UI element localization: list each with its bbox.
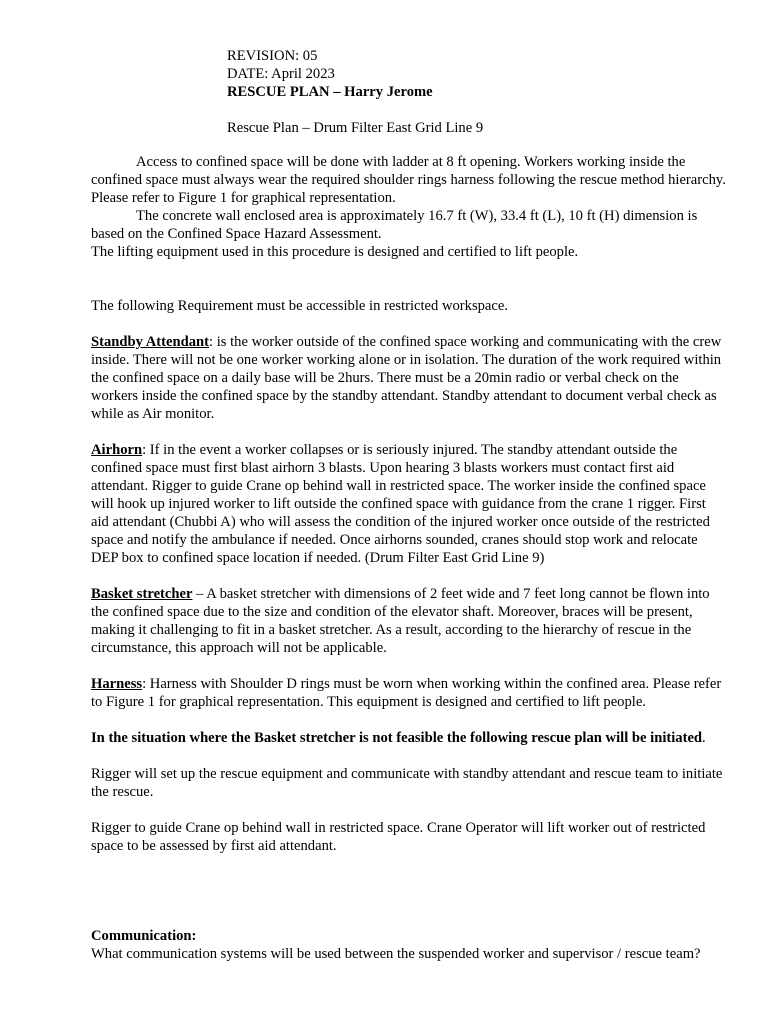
basket-stretcher-section	[91, 585, 727, 657]
document-title	[227, 83, 727, 101]
intro-paragraph-3: The lifting equipment used in this procedure is designed and certified to lift people.	[91, 244, 579, 260]
spacer	[91, 801, 727, 819]
spacer	[91, 279, 727, 297]
requirements-intro: The following Requirement must be accessible in restricted workspace.	[91, 298, 509, 314]
situation-statement	[91, 729, 727, 747]
document-title-text: RESCUE PLAN – Harry Jerome	[227, 84, 433, 100]
airhorn-term: Airhorn	[91, 442, 143, 458]
standby-attendant-section	[91, 333, 727, 423]
spacer	[91, 315, 727, 333]
spacer	[91, 747, 727, 765]
rigger-setup-paragraph: Rigger will set up the rescue equipment and communicate with standby attendant and rescue team to initiate the rescue.	[91, 766, 723, 800]
spacer	[227, 101, 727, 119]
intro-paragraph-1: Access to confined space will be done with ladder at 8 ft opening. Workers working inside the confined space must always wear the required shoulder rings harness following the rescue method hierarchy. Please refer to Figure 1 for graphical representation.	[91, 154, 726, 206]
communication-heading	[91, 927, 727, 945]
spacer	[91, 855, 727, 927]
spacer	[91, 711, 727, 729]
document-body	[91, 153, 727, 963]
basket-stretcher-text: – A basket stretcher with dimensions of 2 feet wide and 7 feet long cannot be flown into the confined space due to the size and condition of the elevator shaft. Moreover, braces will be present, making it challenging to fit in a basket stretcher. As a result, according to the hierarchy of rescue in the circumstance, this approach will not be applicable.	[91, 586, 710, 656]
spacer	[91, 423, 727, 441]
spacer	[91, 261, 727, 279]
airhorn-section	[91, 441, 727, 567]
intro-paragraph-2: The concrete wall enclosed area is approximately 16.7 ft (W), 33.4 ft (L), 10 ft (H) dimension is based on the Confined Space Hazard Assessment.	[91, 208, 698, 242]
situation-statement-end: .	[702, 730, 706, 746]
spacer	[91, 567, 727, 585]
document-subtitle: Rescue Plan – Drum Filter East Grid Line 9	[227, 120, 484, 136]
standby-attendant-text: : is the worker outside of the confined space working and communicating with the crew inside. There will not be one worker working alone or in isolation. The duration of the work required within the confined space on a daily base will be 2hurs. There must be a 20min radio or verbal check on the workers inside the confined space by the standby attendant. Standby attendant to document verbal check as while as Air monitor.	[91, 334, 722, 422]
spacer	[91, 657, 727, 675]
standby-attendant-term: Standby Attendant	[91, 334, 210, 350]
revision-line: REVISION: 05	[227, 48, 318, 64]
harness-term: Harness	[91, 676, 143, 692]
rigger-guide-paragraph: Rigger to guide Crane op behind wall in restricted space. Crane Operator will lift worker out of restricted space to be assessed by first aid attendant.	[91, 820, 706, 854]
situation-statement-bold: In the situation where the Basket stretcher is not feasible the following rescue plan will be initiated	[91, 730, 703, 746]
basket-stretcher-term: Basket stretcher	[91, 586, 193, 602]
communication-question: What communication systems will be used between the suspended worker and supervisor / rescue team?	[91, 946, 701, 962]
harness-text: : Harness with Shoulder D rings must be worn when working within the confined area. Please refer to Figure 1 for graphical representation. This equipment is designed and certified to lift people.	[91, 676, 722, 710]
document-header	[227, 47, 727, 137]
date-line: DATE: April 2023	[227, 66, 335, 82]
communication-heading-text: Communication:	[91, 928, 197, 944]
airhorn-text: : If in the event a worker collapses or is seriously injured. The standby attendant outside the confined space must first blast airhorn 3 blasts. Upon hearing 3 blasts workers must contact first aid attendant. Rigger to guide Crane op behind wall in restricted space. The worker inside the confined space will hook up injured worker to lift outside the confined space with guidance from the crane 1 rigger. First aid attendant (Chubbi A) who will assess the condition of the injured worker once outside of the restricted space and notify the ambulance if needed. Once airhorns sounded, cranes should stop work and relocate DEP box to confined space location if needed. (Drum Filter East Grid Line 9)	[91, 442, 710, 566]
harness-section	[91, 675, 727, 711]
